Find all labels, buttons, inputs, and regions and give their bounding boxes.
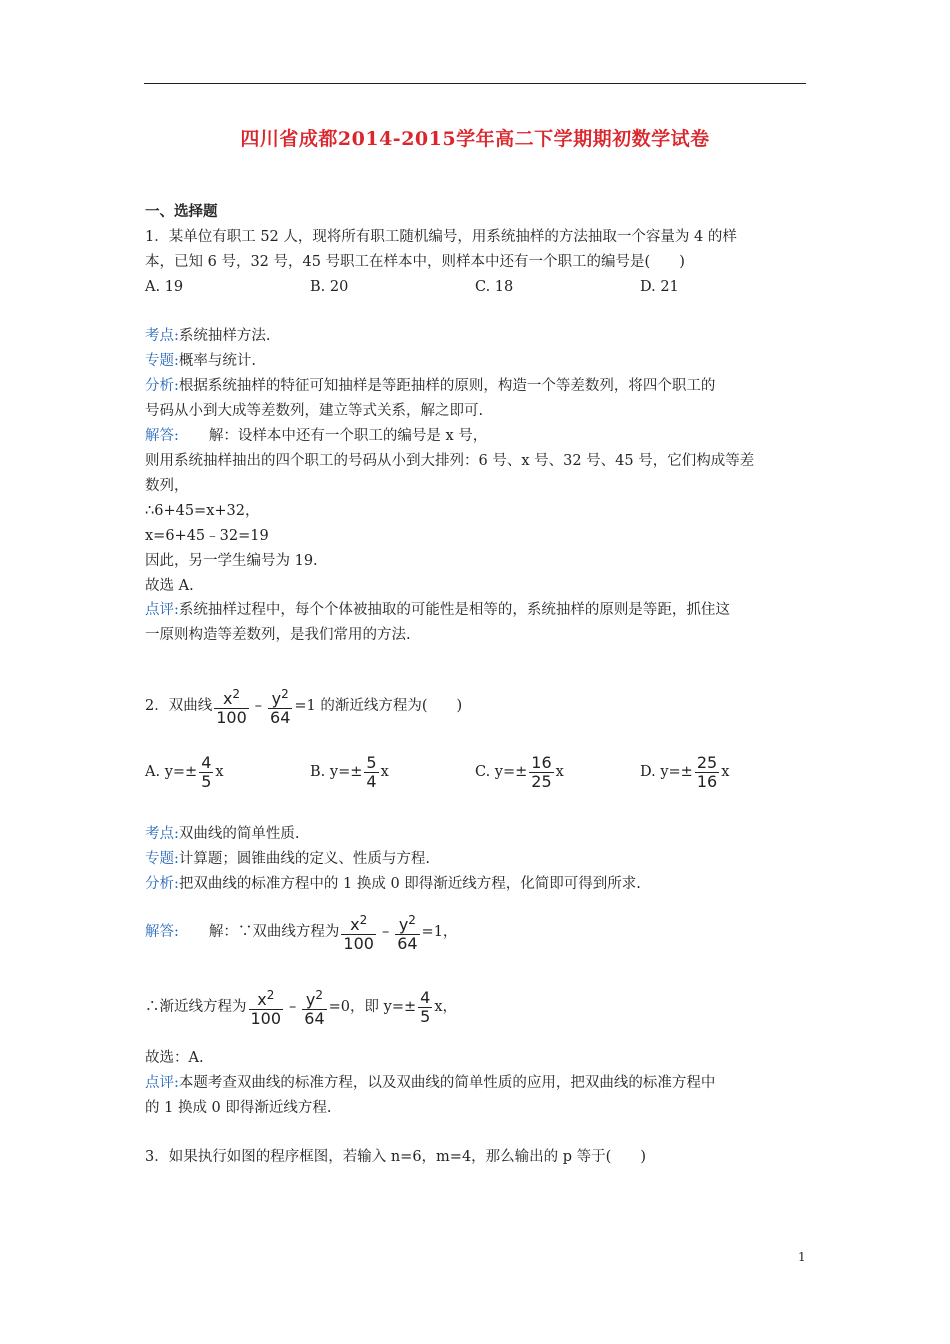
q1-option-a: A. 19	[145, 279, 184, 295]
q1-jieda-line5: x=6+45﹣32=19	[145, 528, 269, 544]
q1-jieda	[145, 426, 487, 446]
q2-option-c: C. y=± $\frac{16}{25}$ x	[475, 752, 564, 791]
q2-asymptote: ∴渐近线方程为 $\frac{x^2}{100}$ – $\frac{y^2}{64}$ =0，即 y=± $\frac{4}{5}$ x，	[145, 987, 458, 1028]
fraction-y2-64: $\frac{y^2}{64}$	[270, 687, 291, 727]
dianping-text: 系统抽样过程中，每个个体被抽取的可能性是相等的，系统抽样的原则是等距，抓住这	[178, 602, 730, 618]
q2-dianping: 点评:本题考查双曲线的标准方程，以及双曲线的简单性质的应用，把双曲线的标准方程中	[145, 1075, 716, 1091]
header-rule	[144, 83, 806, 84]
q2-prefix: 2．双曲线	[145, 698, 213, 714]
q1-jieda-line7: 故选 A.	[145, 578, 194, 594]
q1-jieda-line3: 数列，	[145, 478, 189, 494]
q2-kaodian: 考点:双曲线的简单性质.	[145, 826, 300, 842]
q1-zhuanti	[145, 351, 256, 371]
q3-stem: 3．如果执行如图的程序框图，若输入 n=6，m=4，那么输出的 p 等于( )	[145, 1149, 646, 1165]
q2-guxuan: 故选：A.	[145, 1050, 204, 1066]
q1-jieda-line2: 则用系统抽样抽出的四个职工的号码从小到大排列：6 号、x 号、32 号、45 号，它们构成等差	[145, 453, 755, 469]
page-title: 四川省成都2014-2015学年高二下学期期初数学试卷	[240, 128, 710, 150]
q2-stem: 2．双曲线 $\frac{x^2}{100}$ – $\frac{y^2}{64}$ =1 的渐近线方程为( )	[145, 687, 463, 727]
section-heading: 一、选择题	[145, 203, 218, 220]
q1-option-d: D. 21	[640, 279, 679, 295]
q2-suffix: =1 的渐近线方程为( )	[294, 698, 463, 714]
q1-fenxi-line2: 号码从小到大成等差数列，建立等式关系，解之即可.	[145, 403, 484, 419]
q1-option-b: B. 20	[310, 279, 349, 295]
zhuanti-text: 概率与统计.	[178, 353, 256, 369]
q1-dianping	[145, 600, 730, 620]
q2-option-a: A. y=± $\frac{4}{5}$ x	[145, 752, 224, 791]
q2-zhuanti: 专题:计算题；圆锥曲线的定义、性质与方程.	[145, 851, 430, 867]
fenxi-label: 分析:	[145, 378, 179, 394]
kaodian-label: 考点:	[145, 328, 179, 344]
q2-option-b: B. y=± $\frac{5}{4}$ x	[310, 752, 389, 791]
q2-jieda: 解答: 解：∵双曲线方程为 $\frac{x^2}{100}$ – $\frac{y^2}{64}$ =1，	[145, 913, 458, 953]
page-number: 1	[798, 1250, 806, 1264]
dianping-label: 点评:	[145, 602, 179, 618]
q2-dianping-line2: 的 1 换成 0 即得渐近线方程.	[145, 1100, 332, 1116]
fraction-x2-100: $\frac{x^2}{100}$	[216, 687, 247, 727]
q1-fenxi	[145, 376, 715, 396]
q1-kaodian	[145, 326, 271, 346]
q1-stem-line1: 1．某单位有职工 52 人，现将所有职工随机编号，用系统抽样的方法抽取一个容量为 4 的样	[145, 229, 737, 245]
q1-dianping-line2: 一原则构造等差数列，是我们常用的方法.	[145, 627, 411, 643]
fenxi-text: 根据系统抽样的特征可知抽样是等距抽样的原则，构造一个等差数列，将四个职工的	[178, 378, 716, 394]
q1-stem-line2: 本，已知 6 号，32 号，45 号职工在样本中，则样本中还有一个职工的编号是( )	[145, 254, 685, 270]
jieda-text: 解：设样本中还有一个职工的编号是 x 号，	[208, 428, 488, 444]
q2-option-d: D. y=± $\frac{25}{16}$ x	[640, 752, 730, 791]
q2-fenxi: 分析:把双曲线的标准方程中的 1 换成 0 即得渐近线方程，化简即可得到所求.	[145, 876, 641, 892]
zhuanti-label: 专题:	[145, 353, 179, 369]
q1-jieda-line4: ∴6+45=x+32，	[145, 503, 260, 519]
q1-jieda-line6: 因此，另一学生编号为 19.	[145, 553, 318, 569]
q1-option-c: C. 18	[475, 279, 514, 295]
kaodian-text: 系统抽样方法.	[178, 328, 271, 344]
jieda-label: 解答:	[145, 428, 179, 444]
